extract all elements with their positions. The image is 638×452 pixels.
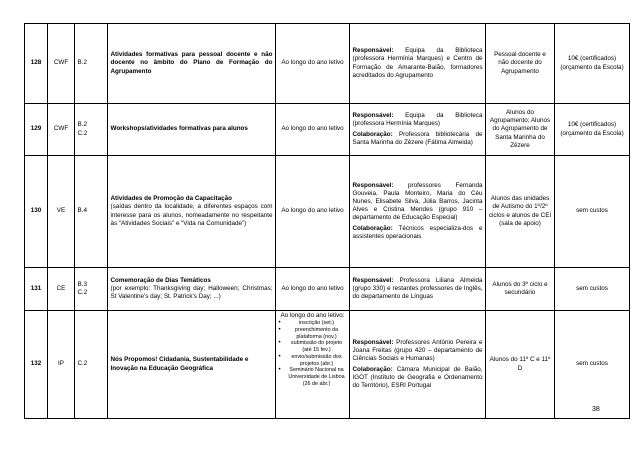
period-step: • envio/submissão dos projetos (abr.) bbox=[287, 354, 347, 368]
activity-cost: sem custos bbox=[555, 311, 630, 419]
table-row bbox=[25, 104, 630, 156]
collaboration-text: Câmara Municipal de Baião, IGOT (Instituto de Geografia e Ordenamento do Território), ESRI Portugal bbox=[352, 366, 483, 390]
objective-code: B.3 bbox=[77, 280, 87, 288]
activity-details: (por exemplo: Thanksgiving day; Halloween; Christmas; St Valentine’s day; St. Patrick’s Day; ...) bbox=[110, 284, 273, 301]
activity-code: CWF bbox=[48, 104, 75, 156]
collaboration-label: Colaboração: bbox=[352, 225, 393, 233]
objective-code: B.2 bbox=[77, 59, 87, 67]
activity-target: Pessoal docente e não docente do Agrupamento bbox=[486, 24, 555, 104]
activity-period: Ao longo do ano letivo bbox=[276, 156, 350, 268]
activity-period: Ao longo do ano letivo bbox=[276, 24, 350, 104]
activity-title: Comemoração de Dias Temáticos bbox=[110, 276, 211, 284]
responsible-text: Professora Liliana Almeida (grupo 330) e restantes professores de Inglês, do departamento de Línguas bbox=[352, 276, 483, 301]
table-row bbox=[25, 24, 630, 104]
activity-responsible bbox=[350, 104, 486, 156]
activities-table bbox=[24, 23, 630, 419]
activity-description bbox=[108, 268, 276, 311]
period-steps bbox=[279, 320, 347, 388]
period-step: • preenchimento da plataforma (nov.) bbox=[287, 327, 347, 341]
responsible-label: Responsável: bbox=[352, 47, 394, 55]
activity-cost: sem custos bbox=[555, 156, 630, 268]
activity-target: Alunos do 3º ciclo e secundário bbox=[486, 268, 555, 311]
activity-responsible bbox=[350, 268, 486, 311]
activity-description: Nós Propomos! Cidadania, Sustentabilidade e Inovação na Educação Geográfica bbox=[108, 311, 276, 419]
objective-codes bbox=[75, 311, 108, 419]
activity-number: 131 bbox=[25, 268, 48, 311]
activity-title: Atividades de Promoção da Capacitação bbox=[110, 195, 232, 203]
responsible-text: professores Fernanda Gouveia, Paula Monteiro, Maria do Céu Nunes, Elisabete Silva, Júlia Barros, Jacinta Alves e Cristina Mendes (grupo 910 – departamento de Educação Especial) bbox=[352, 181, 483, 222]
responsible-label: Responsável: bbox=[352, 181, 394, 189]
activity-target: Alunos do 11º C e 11º D bbox=[486, 311, 555, 419]
responsible-text: Equipa da Biblioteca (professora Hermínia Marques) e Centro de Formação de Amarante-Baião, formadores acreditados do Agrupamento bbox=[352, 47, 483, 79]
activity-responsible bbox=[350, 24, 486, 104]
page-number: 38 bbox=[592, 406, 600, 413]
collaboration-text: Professora bibliotecária de Santa Marinha do Zêzere (Fátima Almeida) bbox=[352, 131, 483, 147]
activity-cost: sem custos bbox=[555, 268, 630, 311]
objective-codes bbox=[75, 24, 108, 104]
collaboration-label: Colaboração: bbox=[352, 131, 393, 138]
responsible-text: Professores António Pereira e Joana Freitas (grupo 420 – departamento de Ciências Sociais e Humanas) bbox=[352, 338, 483, 362]
activity-details: (saídas dentro da localidade, a diferentes espaços com interesse para os alunos, nomeadamente no respeitante às “Atividades Sociais” e “Vida na Comunidade”) bbox=[110, 203, 273, 227]
table-row bbox=[25, 268, 630, 311]
responsible-label: Responsável: bbox=[352, 276, 394, 284]
table-row bbox=[25, 156, 630, 268]
responsible-text: Equipa da Biblioteca (professora Hermínia Marques) bbox=[352, 111, 483, 127]
objective-code: B.2 bbox=[77, 121, 87, 129]
activity-target: Alunos das unidades de Autismo do 1º/2º ciclos e alunos de CEI (sala de apoio) bbox=[486, 156, 555, 268]
period-intro: Ao longo do ano letivo: bbox=[280, 312, 345, 319]
activity-code: CE bbox=[48, 268, 75, 311]
activity-cost: 10€ (certificados) (orçamento da Escola) bbox=[555, 24, 630, 104]
responsible-label: Responsável: bbox=[352, 338, 394, 346]
collaboration-label: Colaboração: bbox=[352, 366, 393, 373]
activity-description: Workshops/atividades formativas para alunos bbox=[108, 104, 276, 156]
activity-code: IP bbox=[48, 311, 75, 419]
activity-number: 132 bbox=[25, 311, 48, 419]
activity-responsible bbox=[350, 156, 486, 268]
activity-cost: 10€ (certificados) (orçamento da Escola) bbox=[555, 104, 630, 156]
objective-codes bbox=[75, 156, 108, 268]
activity-period: Ao longo do ano letivo bbox=[276, 104, 350, 156]
objective-code: B.4 bbox=[77, 207, 87, 215]
responsible-label: Responsável: bbox=[352, 111, 394, 119]
objective-code: C.2 bbox=[77, 289, 88, 296]
objective-code: C.2 bbox=[77, 129, 88, 137]
activity-period: Ao longo do ano letivo bbox=[276, 268, 350, 311]
activity-description bbox=[108, 156, 276, 268]
objective-codes bbox=[75, 104, 108, 156]
activity-number: 130 bbox=[25, 156, 48, 268]
collaboration-text: Técnicos especializa-dos e assistentes operacionais bbox=[352, 225, 483, 241]
activity-target: Alunos do Agrupamento; Alunos do Agrupamento de Santa Marinha do Zêzere bbox=[486, 104, 555, 156]
period-step: • inscrição (set.) bbox=[287, 320, 347, 327]
period-step: • submissão do projeto (até 15 fev.) bbox=[287, 340, 347, 354]
activity-description: Atividades formativas para pessoal docente e não docente no âmbito do Plano de Formação do Agrupamento bbox=[108, 24, 276, 104]
activity-responsible bbox=[350, 311, 486, 419]
activity-code: CWF bbox=[48, 24, 75, 104]
activity-code: VE bbox=[48, 156, 75, 268]
objective-codes bbox=[75, 268, 108, 311]
objective-code: C.2 bbox=[77, 360, 88, 368]
activity-period bbox=[276, 311, 350, 419]
period-step: • Seminário Nacional na Universidade de Lisboa (26 de abr.) bbox=[287, 367, 347, 387]
activity-number: 129 bbox=[25, 104, 48, 156]
table-row bbox=[25, 311, 630, 419]
activity-number: 128 bbox=[25, 24, 48, 104]
